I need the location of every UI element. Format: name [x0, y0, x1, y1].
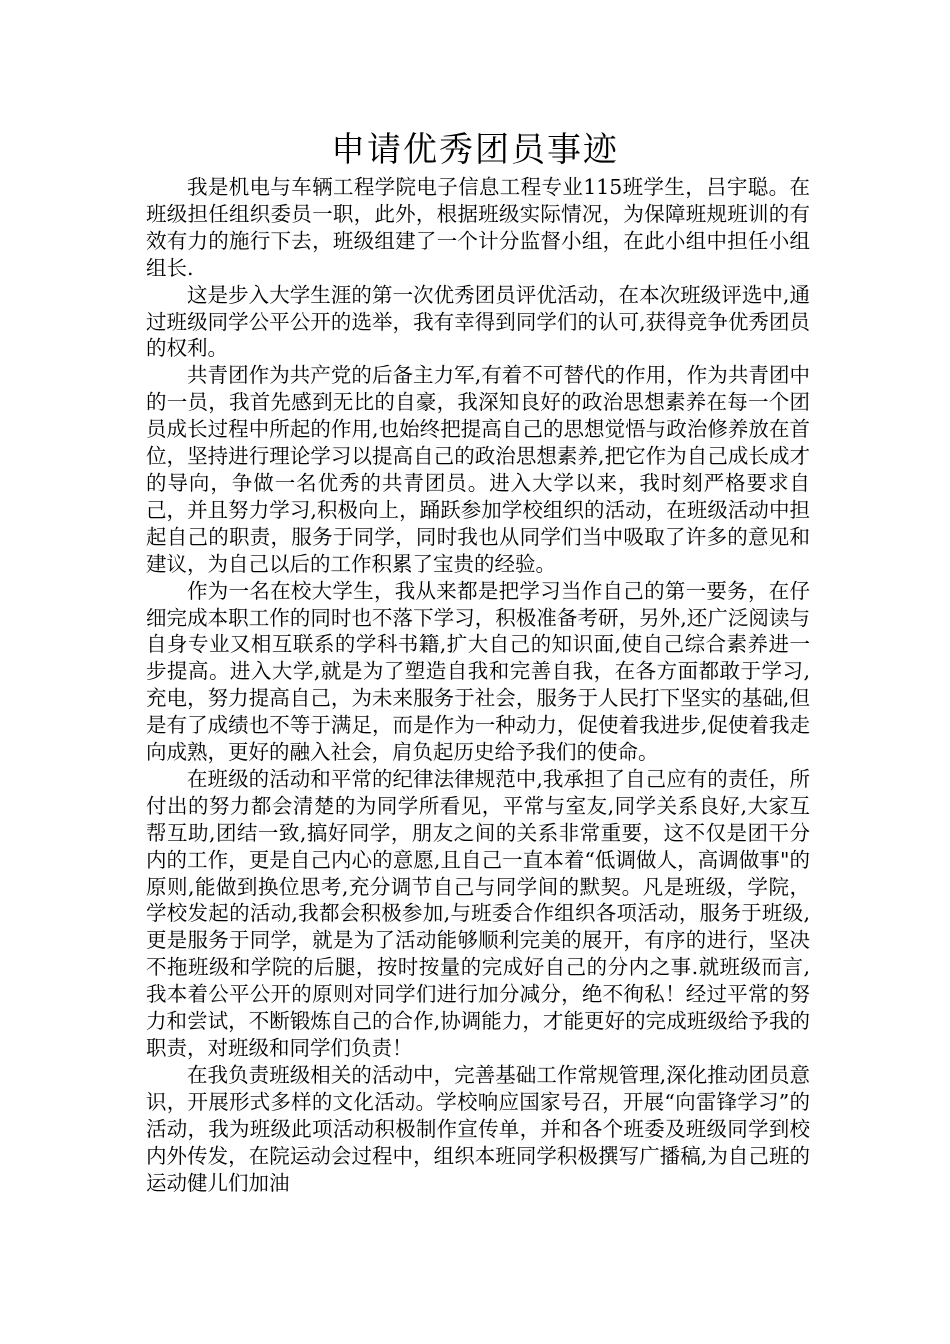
paragraph-study: 作为一名在校大学生，我从来都是把学习当作自己的第一要务，在仔细完成本职工作的同时也不落下学习，积极准备考研，另外,还广泛阅读与自身专业又相互联系的学科书籍,扩大自己的知识面,使自己综合素养进一步提高。进入大学,就是为了塑造自我和完善自我，在各方面都敢于学习,充电，努力提高自己，为未来服务于社会，服务于人民打下坚实的基础,但是有了成绩也不等于满足，而是作为一种动力，促使着我进步,促使着我走向成熟，更好的融入社会，肩负起历史给予我们的使命。: [146, 578, 810, 765]
paragraph-class-activities: 在班级的活动和平常的纪律法律规范中,我承担了自己应有的责任，所付出的努力都会清楚的为同学所看见，平常与室友,同学关系良好,大家互帮互助,团结一致,搞好同学，朋友之间的关系非常重要，这不仅是团干分内的工作，更是自己内心的意愿,且自己一直本着“低调做人，高调做事"的原则,能做到换位思考,充分调节自己与同学间的默契。凡是班级，学院，学校发起的活动,我都会积极参加,与班委合作组织各项活动，服务于班级,更是服务于同学，就是为了活动能够顺利完美的展开，有序的进行，坚决不拖班级和学院的后腿，按时按量的完成好自己的分内之事.就班级而言,我本着公平公开的原则对同学们进行加分减分，绝不徇私！经过平常的努力和尝试，不断锻炼自己的合作,协调能力，才能更好的完成班级给予我的职责，对班级和同学们负责！: [146, 766, 810, 1060]
document-title: 申请优秀团员事迹: [331, 130, 619, 170]
paragraph-campaigns: 在我负责班级相关的活动中，完善基础工作常规管理,深化推动团员意识，开展形式多样的文化活动。学校响应国家号召，开展“向雷锋学习”的活动，我为班级此项活动积极制作宣传单，并和各个班委及班级同学到校内外传发，在院运动会过程中，组织本班同学积极撰写广播稿,为自己班的运动健儿们加油: [146, 1062, 810, 1195]
document-body: [146, 174, 810, 1196]
paragraph-intro: 我是机电与车辆工程学院电子信息工程专业115班学生，吕宇聪。在班级担任组织委员一职，此外，根据班级实际情况，为保障班规班训的有效有力的施行下去，班级组建了一个计分监督小组，在此小组中担任小组组长.: [146, 175, 810, 280]
paragraph-political-thought: 共青团作为共产党的后备主力军,有着不可替代的作用，作为共青团中的一员，我首先感到无比的自豪，我深知良好的政治思想素养在每一个团员成长过程中所起的作用,也始终把提高自己的思想觉悟与政治修养放在首位，坚持进行理论学习以提高自己的政治思想素养,把它作为自己成长成才的导向，争做一名优秀的共青团员。进入大学以来，我时刻严格要求自己，并且努力学习,积极向上，踊跃参加学校组织的活动，在班级活动中担起自己的职责，服务于同学，同时我也从同学们当中吸取了许多的意见和建议，为自己以后的工作积累了宝贵的经验。: [146, 363, 810, 576]
paragraph-election: 这是步入大学生涯的第一次优秀团员评优活动，在本次班级评选中,通过班级同学公平公开的选举，我有幸得到同学们的认可,获得竞争优秀团员的权利。: [146, 282, 810, 361]
